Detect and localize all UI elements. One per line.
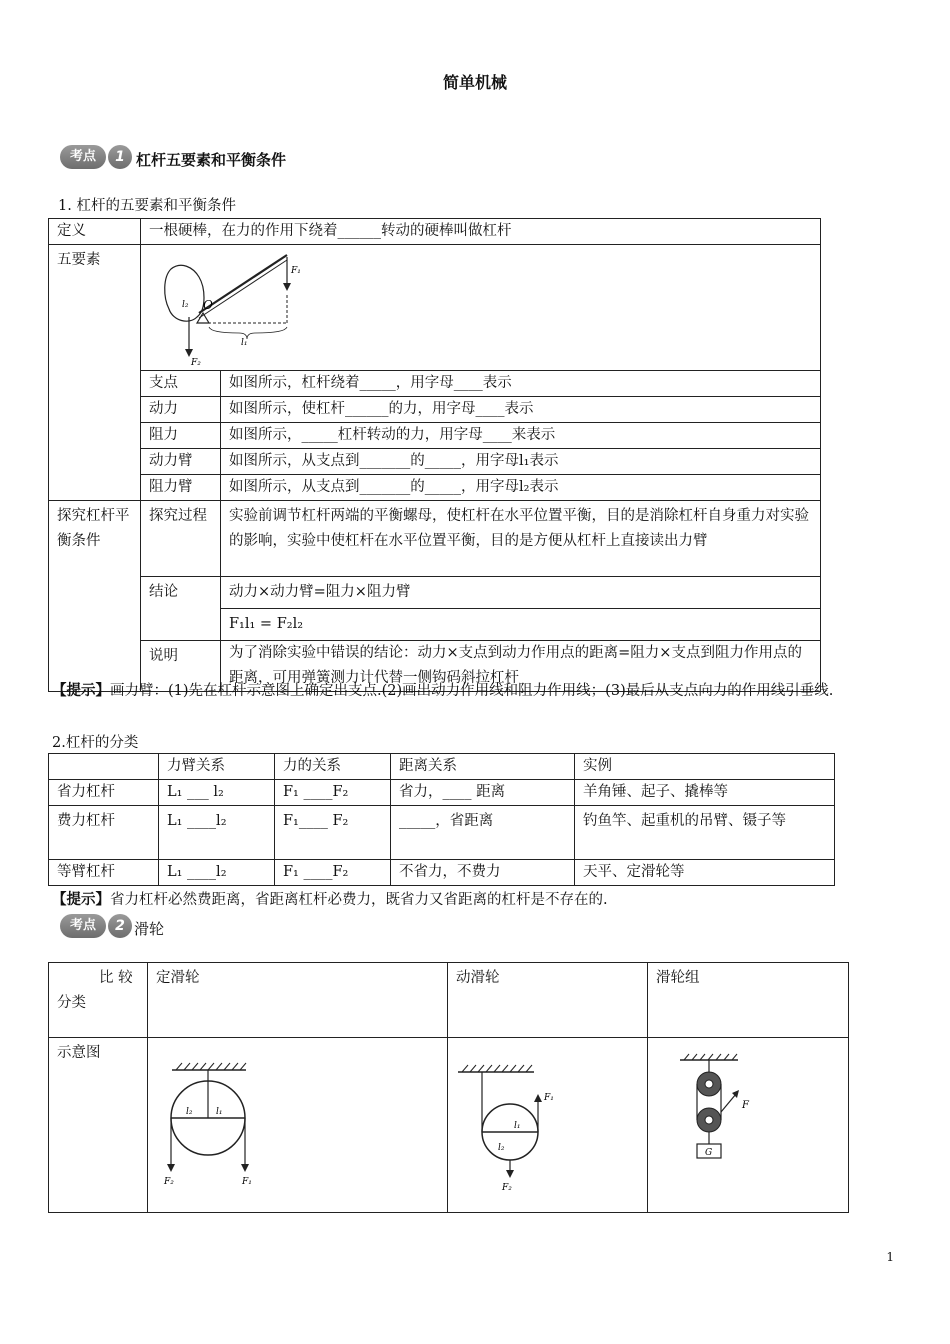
label-l1: l₁	[514, 1121, 521, 1131]
process-label: 探究过程	[141, 501, 221, 577]
explain-text: 为了消除实验中错误的结论：动力×支点到动力作用点的距离=阻力×支点到阻力作用点的距离，可用弹簧测力计代替一侧钩码斜拉杠杆	[221, 641, 821, 692]
page-number: 1	[886, 1250, 894, 1264]
element-name: 阻力臂	[141, 475, 221, 501]
element-desc: 如图所示，使杠杆______的力，用字母____表示	[221, 397, 821, 423]
corner-bottom: 分类	[57, 995, 86, 1011]
element-name: 阻力	[141, 423, 221, 449]
table-cell: F₁____ F₂	[275, 806, 391, 860]
explain-label: 说明	[141, 641, 221, 692]
table-cell: F₁ ____F₂	[275, 780, 391, 806]
conclusion-label: 结论	[141, 577, 221, 641]
label-f1: F₁	[291, 266, 301, 276]
corner-top: 比 较	[99, 970, 133, 986]
five-elements-label: 五要素	[49, 245, 141, 501]
diagram-label: 示意图	[49, 1038, 148, 1213]
section-badge-1	[60, 145, 136, 169]
corner-cell	[49, 963, 148, 1038]
classify-table	[48, 753, 835, 886]
element-name: 动力	[141, 397, 221, 423]
tip-label: 【提示】	[52, 682, 110, 699]
section-title-2: 滑轮	[134, 920, 165, 938]
table-header: 力的关系	[275, 754, 391, 780]
label-g: G	[705, 1148, 713, 1158]
process-text: 实验前调节杠杆两端的平衡螺母，使杠杆在水平位置平衡，目的是消除杠杆自身重力对实验的影响，实验中使杠杆在水平位置平衡，目的是方便从杠杆上直接读出力臂	[221, 501, 821, 577]
table-cell: L₁ ___ l₂	[159, 780, 275, 806]
table-header: 力臂关系	[159, 754, 275, 780]
element-desc: 如图所示，_____杠杆转动的力，用字母____来表示	[221, 423, 821, 449]
element-name: 支点	[141, 371, 221, 397]
table-cell: 费力杠杆	[49, 806, 159, 860]
table-cell: 不省力，不费力	[391, 860, 575, 886]
label-f1: F₁	[242, 1177, 252, 1187]
lever-heading: 1. 杠杆的五要素和平衡条件	[58, 198, 236, 214]
badge-number: 1	[108, 145, 132, 169]
movable-pulley-diagram	[454, 1058, 574, 1198]
explore-label: 探究杠杆平衡条件	[49, 501, 141, 692]
section-badge-2	[60, 914, 136, 938]
table-cell: 省力，____ 距离	[391, 780, 575, 806]
badge-label: 考点	[60, 914, 106, 938]
label-l2: l₂	[186, 1107, 193, 1117]
tip-label: 【提示】	[52, 891, 110, 908]
label-f2: F₂	[164, 1177, 174, 1187]
definition-label: 定义	[49, 219, 141, 245]
label-o: O	[203, 298, 213, 312]
table-cell: 省力杠杆	[49, 780, 159, 806]
table-cell: _____，省距离	[391, 806, 575, 860]
section-title-1: 杠杆五要素和平衡条件	[136, 151, 287, 169]
table-header	[49, 754, 159, 780]
table-header: 动滑轮	[448, 963, 648, 1038]
pulley-block-cell	[648, 1038, 849, 1213]
badge-label: 考点	[60, 145, 106, 169]
pulley-block-diagram	[672, 1050, 782, 1180]
table-header: 距离关系	[391, 754, 575, 780]
pulley-table	[48, 962, 849, 1213]
lever-diagram-cell	[141, 245, 821, 371]
definition-text: 一根硬棒，在力的作用下绕着______转动的硬棒叫做杠杆	[141, 219, 821, 245]
fixed-pulley-cell	[148, 1038, 448, 1213]
label-l2: l₂	[182, 300, 189, 310]
fixed-pulley-diagram	[156, 1058, 266, 1208]
table-cell: 钓鱼竿、起重机的吊臂、镊子等	[575, 806, 835, 860]
tip-text: 画力臂：(1)先在杠杆示意图上确定出支点.(2)画出动力作用线和阻力作用线；(3)最后从支点向力的作用线引垂线.	[110, 683, 834, 699]
lever-table	[48, 218, 821, 692]
label-l1: l₁	[241, 338, 248, 348]
label-f2: F₂	[502, 1183, 512, 1193]
table-cell: 天平、定滑轮等	[575, 860, 835, 886]
table-cell: L₁ ____l₂	[159, 806, 275, 860]
label-f1: F₁	[544, 1093, 554, 1103]
badge-number: 2	[108, 914, 132, 938]
table-header: 滑轮组	[648, 963, 849, 1038]
tip-text: 省力杠杆必然费距离，省距离杠杆必费力，既省力又省距离的杠杆是不存在的.	[110, 892, 608, 908]
element-desc: 如图所示，从支点到_______的_____，用字母l₂表示	[221, 475, 821, 501]
table-header: 实例	[575, 754, 835, 780]
label-f2: F₂	[191, 358, 201, 367]
lever-tip	[52, 679, 897, 703]
conclusion-formula: F₁l₁ = F₂l₂	[221, 609, 821, 641]
element-desc: 如图所示，从支点到_______的_____，用字母l₁表示	[221, 449, 821, 475]
table-cell: F₁ ____F₂	[275, 860, 391, 886]
page-title: 简单机械	[442, 73, 507, 92]
label-l2: l₂	[498, 1143, 505, 1153]
classify-heading: 2.杠杆的分类	[52, 735, 139, 751]
table-cell: L₁ ____l₂	[159, 860, 275, 886]
conclusion-text: 动力×动力臂=阻力×阻力臂	[221, 577, 821, 609]
table-cell: 等臂杠杆	[49, 860, 159, 886]
label-l1: l₁	[216, 1107, 223, 1117]
classify-tip	[52, 888, 897, 912]
label-f: F	[742, 1100, 749, 1111]
element-desc: 如图所示，杠杆绕着_____，用字母____表示	[221, 371, 821, 397]
element-name: 动力臂	[141, 449, 221, 475]
table-cell: 羊角锤、起子、撬棒等	[575, 780, 835, 806]
movable-pulley-cell	[448, 1038, 648, 1213]
table-header: 定滑轮	[148, 963, 448, 1038]
lever-diagram	[159, 247, 339, 367]
